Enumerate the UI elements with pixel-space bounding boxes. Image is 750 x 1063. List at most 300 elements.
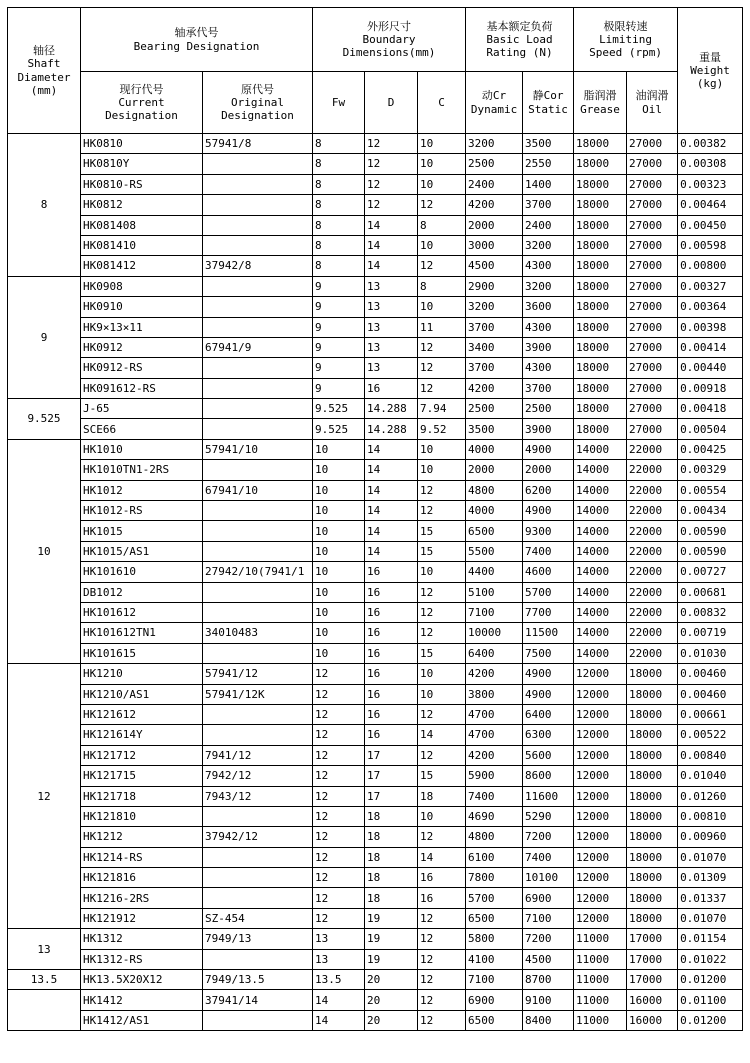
d-cell: 16 <box>365 684 418 704</box>
current-designation-cell: HK101612 <box>81 602 203 622</box>
c-cell: 10 <box>418 297 466 317</box>
table-row <box>8 949 743 969</box>
original-designation-cell <box>203 419 313 439</box>
table-row <box>8 888 743 908</box>
d-cell: 14 <box>365 480 418 500</box>
dynamic-load-cell: 6100 <box>466 847 523 867</box>
current-designation-cell: HK0912-RS <box>81 358 203 378</box>
current-designation-cell: HK1012 <box>81 480 203 500</box>
table-row <box>8 970 743 990</box>
current-designation-cell: HK121718 <box>81 786 203 806</box>
header-basic-load-rating: 基本额定负荷 Basic Load Rating (N) <box>466 8 574 72</box>
static-load-cell: 4300 <box>523 358 574 378</box>
static-load-cell: 6200 <box>523 480 574 500</box>
fw-cell: 9.525 <box>313 399 365 419</box>
current-designation-cell: HK1214-RS <box>81 847 203 867</box>
grease-speed-cell: 12000 <box>574 827 627 847</box>
c-cell: 12 <box>418 337 466 357</box>
dynamic-load-cell: 7100 <box>466 602 523 622</box>
table-row <box>8 562 743 582</box>
c-cell: 16 <box>418 888 466 908</box>
fw-cell: 13 <box>313 929 365 949</box>
weight-cell: 0.00414 <box>678 337 743 357</box>
d-cell: 14 <box>365 439 418 459</box>
fw-cell: 10 <box>313 439 365 459</box>
current-designation-cell: HK1210/AS1 <box>81 684 203 704</box>
header-c: C <box>418 72 466 134</box>
original-designation-cell: 37942/12 <box>203 827 313 847</box>
static-load-cell: 3500 <box>523 134 574 154</box>
fw-cell: 10 <box>313 623 365 643</box>
grease-speed-cell: 18000 <box>574 297 627 317</box>
dynamic-load-cell: 6500 <box>466 1010 523 1030</box>
d-cell: 14.288 <box>365 399 418 419</box>
original-designation-cell: 27942/10(7941/1 <box>203 562 313 582</box>
fw-cell: 12 <box>313 766 365 786</box>
table-row <box>8 480 743 500</box>
table-body <box>8 134 743 1031</box>
c-cell: 12 <box>418 256 466 276</box>
current-designation-cell: HK1010 <box>81 439 203 459</box>
d-cell: 14 <box>365 215 418 235</box>
c-cell: 12 <box>418 970 466 990</box>
grease-speed-cell: 12000 <box>574 704 627 724</box>
table-row <box>8 704 743 724</box>
oil-speed-cell: 18000 <box>627 766 678 786</box>
original-designation-cell <box>203 154 313 174</box>
c-cell: 12 <box>418 1010 466 1030</box>
dynamic-load-cell: 5500 <box>466 541 523 561</box>
dynamic-load-cell: 6500 <box>466 908 523 928</box>
static-load-cell: 11600 <box>523 786 574 806</box>
static-load-cell: 9100 <box>523 990 574 1010</box>
c-cell: 10 <box>418 134 466 154</box>
oil-speed-cell: 18000 <box>627 704 678 724</box>
static-load-cell: 7200 <box>523 827 574 847</box>
oil-speed-cell: 27000 <box>627 235 678 255</box>
grease-speed-cell: 18000 <box>574 134 627 154</box>
grease-speed-cell: 18000 <box>574 358 627 378</box>
weight-cell: 0.00590 <box>678 521 743 541</box>
d-cell: 16 <box>365 725 418 745</box>
table-row <box>8 643 743 663</box>
oil-speed-cell: 22000 <box>627 582 678 602</box>
original-designation-cell: 37941/14 <box>203 990 313 1010</box>
original-designation-cell <box>203 297 313 317</box>
oil-speed-cell: 18000 <box>627 888 678 908</box>
shaft-diameter-cell: 9 <box>8 276 81 398</box>
grease-speed-cell: 11000 <box>574 949 627 969</box>
weight-cell: 0.00450 <box>678 215 743 235</box>
oil-speed-cell: 18000 <box>627 745 678 765</box>
c-cell: 12 <box>418 929 466 949</box>
table-row <box>8 786 743 806</box>
grease-speed-cell: 18000 <box>574 399 627 419</box>
d-cell: 12 <box>365 154 418 174</box>
dynamic-load-cell: 4200 <box>466 664 523 684</box>
current-designation-cell: HK1210 <box>81 664 203 684</box>
weight-cell: 0.01154 <box>678 929 743 949</box>
static-load-cell: 7500 <box>523 643 574 663</box>
current-designation-cell: HK0908 <box>81 276 203 296</box>
grease-speed-cell: 18000 <box>574 419 627 439</box>
weight-cell: 0.00323 <box>678 174 743 194</box>
header-grease: 脂润滑 Grease <box>574 72 627 134</box>
weight-cell: 0.00460 <box>678 684 743 704</box>
c-cell: 9.52 <box>418 419 466 439</box>
oil-speed-cell: 27000 <box>627 419 678 439</box>
static-load-cell: 7100 <box>523 908 574 928</box>
oil-speed-cell: 22000 <box>627 643 678 663</box>
weight-cell: 0.01070 <box>678 847 743 867</box>
d-cell: 16 <box>365 664 418 684</box>
fw-cell: 12 <box>313 745 365 765</box>
table-row <box>8 868 743 888</box>
d-cell: 12 <box>365 174 418 194</box>
fw-cell: 12 <box>313 786 365 806</box>
original-designation-cell <box>203 460 313 480</box>
original-designation-cell <box>203 501 313 521</box>
weight-cell: 0.00727 <box>678 562 743 582</box>
current-designation-cell: DB1012 <box>81 582 203 602</box>
current-designation-cell: HK1212 <box>81 827 203 847</box>
weight-cell: 0.00522 <box>678 725 743 745</box>
dynamic-load-cell: 5900 <box>466 766 523 786</box>
table-row <box>8 337 743 357</box>
table-row <box>8 623 743 643</box>
original-designation-cell <box>203 195 313 215</box>
original-designation-cell: 57941/12K <box>203 684 313 704</box>
fw-cell: 10 <box>313 643 365 663</box>
current-designation-cell: HK101615 <box>81 643 203 663</box>
d-cell: 16 <box>365 643 418 663</box>
c-cell: 15 <box>418 766 466 786</box>
grease-speed-cell: 18000 <box>574 174 627 194</box>
static-load-cell: 3900 <box>523 337 574 357</box>
static-load-cell: 2500 <box>523 399 574 419</box>
grease-speed-cell: 12000 <box>574 868 627 888</box>
table-row <box>8 154 743 174</box>
weight-cell: 0.00418 <box>678 399 743 419</box>
original-designation-cell: 57941/10 <box>203 439 313 459</box>
oil-speed-cell: 22000 <box>627 623 678 643</box>
c-cell: 10 <box>418 684 466 704</box>
current-designation-cell: HK1412 <box>81 990 203 1010</box>
table-row <box>8 460 743 480</box>
dynamic-load-cell: 4500 <box>466 256 523 276</box>
dynamic-load-cell: 3200 <box>466 134 523 154</box>
table-row <box>8 582 743 602</box>
original-designation-cell <box>203 1010 313 1030</box>
d-cell: 17 <box>365 745 418 765</box>
d-cell: 16 <box>365 562 418 582</box>
grease-speed-cell: 14000 <box>574 541 627 561</box>
original-designation-cell <box>203 521 313 541</box>
fw-cell: 10 <box>313 521 365 541</box>
original-designation-cell <box>203 847 313 867</box>
grease-speed-cell: 14000 <box>574 480 627 500</box>
fw-cell: 10 <box>313 582 365 602</box>
fw-cell: 13.5 <box>313 970 365 990</box>
weight-cell: 0.00832 <box>678 602 743 622</box>
c-cell: 12 <box>418 745 466 765</box>
current-designation-cell: HK1012-RS <box>81 501 203 521</box>
original-designation-cell <box>203 358 313 378</box>
static-load-cell: 3200 <box>523 276 574 296</box>
d-cell: 18 <box>365 806 418 826</box>
d-cell: 17 <box>365 766 418 786</box>
grease-speed-cell: 14000 <box>574 439 627 459</box>
static-load-cell: 1400 <box>523 174 574 194</box>
original-designation-cell <box>203 602 313 622</box>
fw-cell: 9 <box>313 337 365 357</box>
dynamic-load-cell: 2500 <box>466 154 523 174</box>
original-designation-cell <box>203 541 313 561</box>
table-row <box>8 256 743 276</box>
d-cell: 14 <box>365 256 418 276</box>
weight-cell: 0.00434 <box>678 501 743 521</box>
shaft-diameter-cell <box>8 990 81 1031</box>
c-cell: 12 <box>418 480 466 500</box>
current-designation-cell: HK1010TN1-2RS <box>81 460 203 480</box>
fw-cell: 12 <box>313 827 365 847</box>
original-designation-cell <box>203 582 313 602</box>
d-cell: 14.288 <box>365 419 418 439</box>
table-row <box>8 439 743 459</box>
current-designation-cell: HK121612 <box>81 704 203 724</box>
header-original-designation: 原代号 Original Designation <box>203 72 313 134</box>
table-row <box>8 847 743 867</box>
static-load-cell: 6900 <box>523 888 574 908</box>
dynamic-load-cell: 4400 <box>466 562 523 582</box>
weight-cell: 0.01030 <box>678 643 743 663</box>
oil-speed-cell: 22000 <box>627 521 678 541</box>
c-cell: 10 <box>418 806 466 826</box>
static-load-cell: 8400 <box>523 1010 574 1030</box>
oil-speed-cell: 18000 <box>627 827 678 847</box>
d-cell: 14 <box>365 541 418 561</box>
current-designation-cell: HK0810Y <box>81 154 203 174</box>
dynamic-load-cell: 2400 <box>466 174 523 194</box>
table-row <box>8 276 743 296</box>
current-designation-cell: HK1015/AS1 <box>81 541 203 561</box>
current-designation-cell: HK9×13×11 <box>81 317 203 337</box>
table-row <box>8 541 743 561</box>
original-designation-cell: 34010483 <box>203 623 313 643</box>
grease-speed-cell: 14000 <box>574 501 627 521</box>
grease-speed-cell: 11000 <box>574 990 627 1010</box>
fw-cell: 8 <box>313 174 365 194</box>
weight-cell: 0.00810 <box>678 806 743 826</box>
oil-speed-cell: 18000 <box>627 684 678 704</box>
d-cell: 18 <box>365 827 418 847</box>
d-cell: 20 <box>365 990 418 1010</box>
d-cell: 14 <box>365 235 418 255</box>
static-load-cell: 6400 <box>523 704 574 724</box>
original-designation-cell <box>203 215 313 235</box>
weight-cell: 0.00719 <box>678 623 743 643</box>
oil-speed-cell: 27000 <box>627 134 678 154</box>
header-weight: 重量 Weight (kg) <box>678 8 743 134</box>
fw-cell: 8 <box>313 195 365 215</box>
weight-cell: 0.00464 <box>678 195 743 215</box>
grease-speed-cell: 18000 <box>574 276 627 296</box>
oil-speed-cell: 22000 <box>627 460 678 480</box>
d-cell: 20 <box>365 970 418 990</box>
fw-cell: 12 <box>313 847 365 867</box>
dynamic-load-cell: 4000 <box>466 501 523 521</box>
grease-speed-cell: 18000 <box>574 256 627 276</box>
original-designation-cell <box>203 888 313 908</box>
oil-speed-cell: 22000 <box>627 480 678 500</box>
c-cell: 8 <box>418 276 466 296</box>
table-row <box>8 358 743 378</box>
c-cell: 12 <box>418 827 466 847</box>
dynamic-load-cell: 7800 <box>466 868 523 888</box>
c-cell: 15 <box>418 541 466 561</box>
table-row <box>8 1010 743 1030</box>
oil-speed-cell: 18000 <box>627 868 678 888</box>
c-cell: 12 <box>418 990 466 1010</box>
current-designation-cell: HK081412 <box>81 256 203 276</box>
shaft-diameter-cell: 12 <box>8 664 81 929</box>
fw-cell: 9.525 <box>313 419 365 439</box>
original-designation-cell <box>203 806 313 826</box>
current-designation-cell: HK081410 <box>81 235 203 255</box>
current-designation-cell: HK1015 <box>81 521 203 541</box>
oil-speed-cell: 27000 <box>627 358 678 378</box>
d-cell: 18 <box>365 847 418 867</box>
d-cell: 12 <box>365 134 418 154</box>
current-designation-cell: HK0810 <box>81 134 203 154</box>
current-designation-cell: HK121614Y <box>81 725 203 745</box>
table-row <box>8 664 743 684</box>
d-cell: 14 <box>365 501 418 521</box>
static-load-cell: 8600 <box>523 766 574 786</box>
current-designation-cell: HK1216-2RS <box>81 888 203 908</box>
current-designation-cell: HK0910 <box>81 297 203 317</box>
original-designation-cell <box>203 399 313 419</box>
static-load-cell: 3700 <box>523 195 574 215</box>
shaft-diameter-cell: 10 <box>8 439 81 663</box>
oil-speed-cell: 27000 <box>627 174 678 194</box>
c-cell: 15 <box>418 521 466 541</box>
oil-speed-cell: 18000 <box>627 847 678 867</box>
grease-speed-cell: 18000 <box>574 154 627 174</box>
current-designation-cell: HK0812 <box>81 195 203 215</box>
header-d: D <box>365 72 418 134</box>
d-cell: 13 <box>365 317 418 337</box>
original-designation-cell: 7949/13.5 <box>203 970 313 990</box>
dynamic-load-cell: 3700 <box>466 358 523 378</box>
grease-speed-cell: 18000 <box>574 378 627 398</box>
d-cell: 13 <box>365 358 418 378</box>
grease-speed-cell: 12000 <box>574 888 627 908</box>
dynamic-load-cell: 3700 <box>466 317 523 337</box>
current-designation-cell: HK081408 <box>81 215 203 235</box>
table-row <box>8 134 743 154</box>
oil-speed-cell: 27000 <box>627 317 678 337</box>
original-designation-cell <box>203 725 313 745</box>
header-oil: 油润滑 Oil <box>627 72 678 134</box>
grease-speed-cell: 12000 <box>574 745 627 765</box>
bearing-spec-table <box>7 7 743 1031</box>
dynamic-load-cell: 4200 <box>466 745 523 765</box>
dynamic-load-cell: 7400 <box>466 786 523 806</box>
weight-cell: 0.00598 <box>678 235 743 255</box>
static-load-cell: 8700 <box>523 970 574 990</box>
fw-cell: 12 <box>313 704 365 724</box>
table-row <box>8 766 743 786</box>
oil-speed-cell: 27000 <box>627 195 678 215</box>
c-cell: 10 <box>418 664 466 684</box>
fw-cell: 9 <box>313 276 365 296</box>
weight-cell: 0.00382 <box>678 134 743 154</box>
fw-cell: 12 <box>313 806 365 826</box>
c-cell: 12 <box>418 195 466 215</box>
c-cell: 7.94 <box>418 399 466 419</box>
original-designation-cell <box>203 704 313 724</box>
current-designation-cell: HK091612-RS <box>81 378 203 398</box>
dynamic-load-cell: 2000 <box>466 215 523 235</box>
current-designation-cell: HK0912 <box>81 337 203 357</box>
dynamic-load-cell: 6500 <box>466 521 523 541</box>
table-row <box>8 297 743 317</box>
d-cell: 14 <box>365 460 418 480</box>
c-cell: 12 <box>418 358 466 378</box>
fw-cell: 10 <box>313 480 365 500</box>
grease-speed-cell: 18000 <box>574 317 627 337</box>
grease-speed-cell: 12000 <box>574 786 627 806</box>
grease-speed-cell: 12000 <box>574 847 627 867</box>
weight-cell: 0.00590 <box>678 541 743 561</box>
oil-speed-cell: 16000 <box>627 990 678 1010</box>
c-cell: 12 <box>418 602 466 622</box>
grease-speed-cell: 12000 <box>574 806 627 826</box>
current-designation-cell: HK1412/AS1 <box>81 1010 203 1030</box>
fw-cell: 12 <box>313 868 365 888</box>
current-designation-cell: HK1312 <box>81 929 203 949</box>
original-designation-cell: 37942/8 <box>203 256 313 276</box>
c-cell: 12 <box>418 623 466 643</box>
table-row <box>8 806 743 826</box>
grease-speed-cell: 11000 <box>574 929 627 949</box>
grease-speed-cell: 18000 <box>574 215 627 235</box>
grease-speed-cell: 12000 <box>574 664 627 684</box>
table-row <box>8 745 743 765</box>
dynamic-load-cell: 2000 <box>466 460 523 480</box>
table-row <box>8 419 743 439</box>
dynamic-load-cell: 7100 <box>466 970 523 990</box>
static-load-cell: 3700 <box>523 378 574 398</box>
c-cell: 12 <box>418 378 466 398</box>
grease-speed-cell: 12000 <box>574 908 627 928</box>
header-current-designation: 现行代号 Current Designation <box>81 72 203 134</box>
d-cell: 20 <box>365 1010 418 1030</box>
current-designation-cell: HK0810-RS <box>81 174 203 194</box>
dynamic-load-cell: 6400 <box>466 643 523 663</box>
static-load-cell: 11500 <box>523 623 574 643</box>
weight-cell: 0.01200 <box>678 970 743 990</box>
weight-cell: 0.01022 <box>678 949 743 969</box>
static-load-cell: 4900 <box>523 501 574 521</box>
fw-cell: 10 <box>313 602 365 622</box>
table-row <box>8 174 743 194</box>
weight-cell: 0.00554 <box>678 480 743 500</box>
shaft-diameter-cell: 9.525 <box>8 399 81 440</box>
fw-cell: 8 <box>313 154 365 174</box>
weight-cell: 0.01337 <box>678 888 743 908</box>
